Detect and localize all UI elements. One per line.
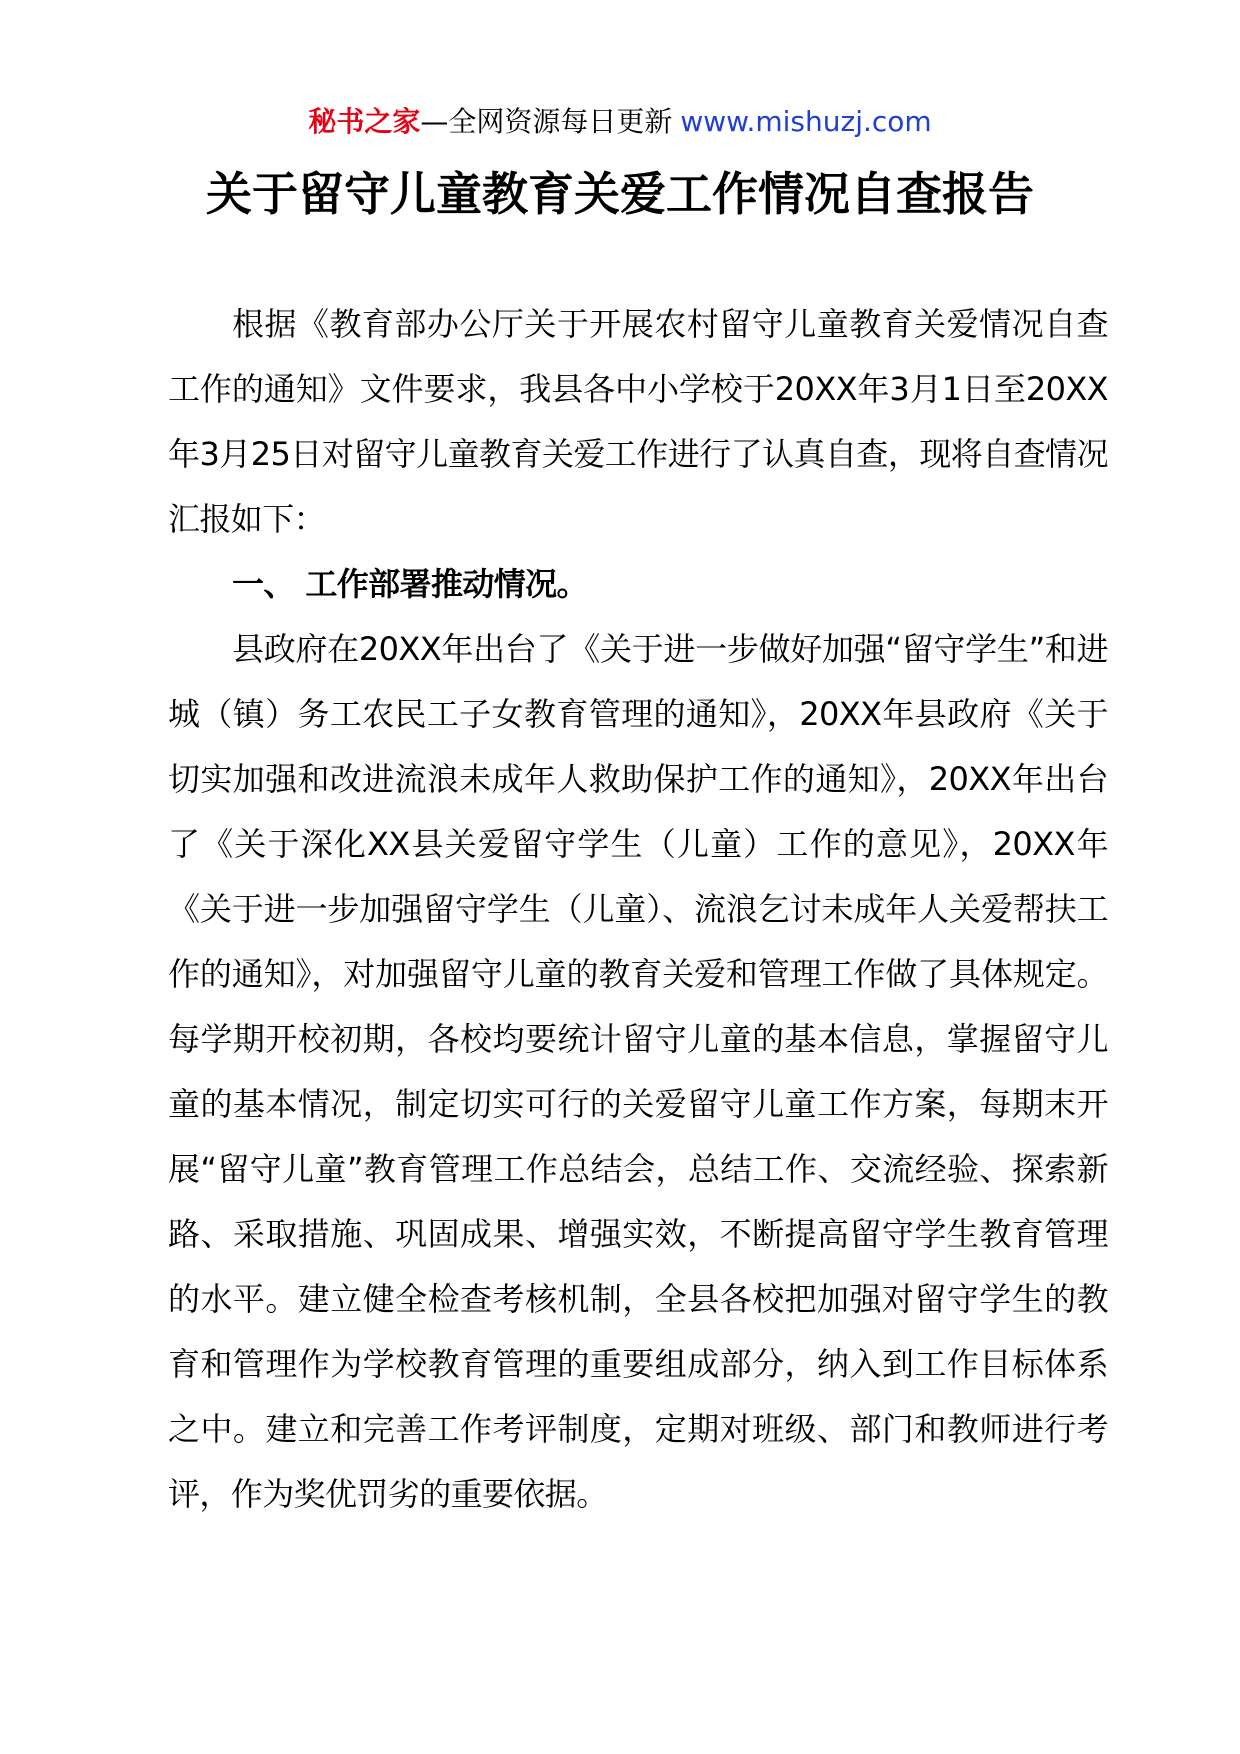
section-paragraph: 县政府在20XX年出台了《关于进一步做好加强“留守学生”和进城（镇）务工农民工子女教育管理的通知》，20XX年县政府《关于切实加强和改进流浪未成年人救助保护工作的通知》，20XX年出台了《关于深化XX县关爱留守学生（儿童）工作的意见》，20XX年《关于进一步加强留守学生（儿童）、流浪乞讨未成年人关爱帮扶工作的通知》，对加强留守儿童的教育关爱和管理工作做了具体规定。每学期开校初期，各校均要统计留守儿童的基本信息，掌握留守儿童的基本情况，制定切实可行的关爱留守儿童工作方案，每期末开展“留守儿童”教育管理工作总结会，总结工作、交流经验、探索新路、采取措施、巩固成果、增强实效，不断提高留守学生教育管理的水平。建立健全检查考核机制，全县各校把加强对留守学生的教育和管理作为学校教育管理的重要组成部分，纳入到工作目标体系之中。建立和完善工作考评制度，定期对班级、部门和教师进行考评，作为奖优罚劣的重要依据。: [168, 630, 1108, 1513]
site-url-link[interactable]: www.mishuzj.com: [680, 105, 932, 138]
document-title: 关于留守儿童教育关爱工作情况自查报告: [206, 167, 1034, 221]
site-header: [0, 100, 1240, 144]
site-tagline: —全网资源每日更新: [420, 105, 673, 138]
document-body: [168, 292, 1108, 1527]
intro-paragraph: 根据《教育部办公厅关于开展农村留守儿童教育关爱情况自查工作的通知》文件要求，我县各中小学校于20XX年3月1日至20XX年3月25日对留守儿童教育关爱工作进行了认真自查，现将自查情况汇报如下：: [168, 305, 1108, 538]
section-heading: 一、 工作部署推动情况。: [232, 565, 588, 603]
site-brand: 秘书之家: [308, 105, 421, 138]
